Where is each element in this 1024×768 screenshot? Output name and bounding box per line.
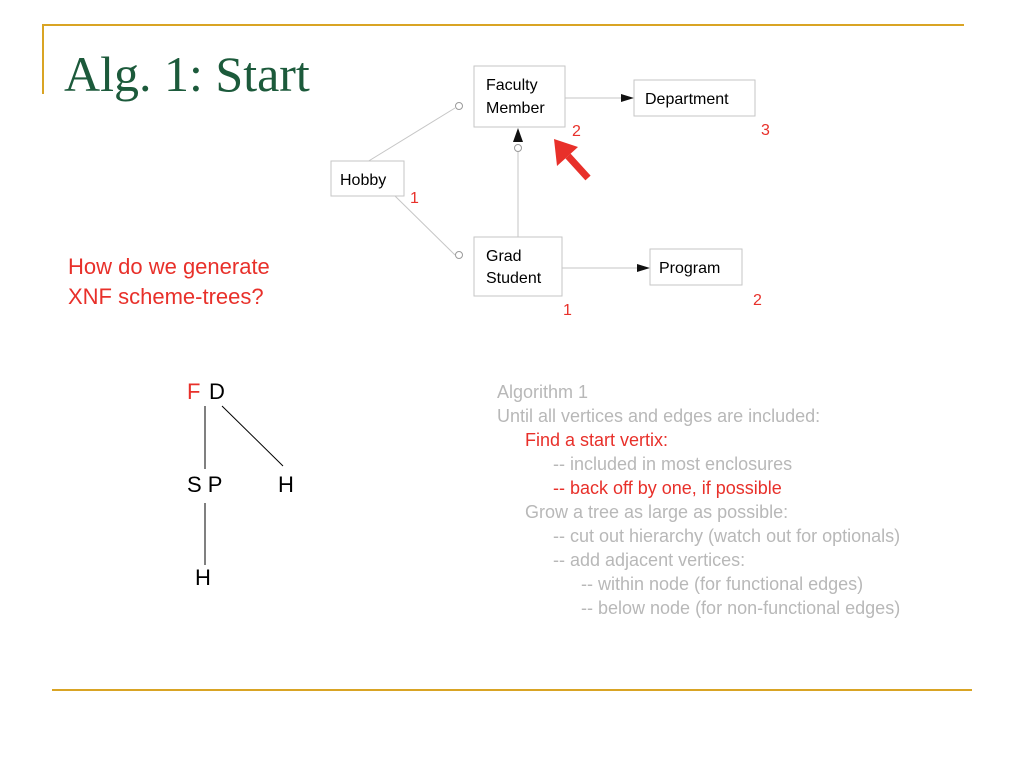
algorithm-line: -- add adjacent vertices: <box>553 550 746 570</box>
edge-hobby-faculty <box>367 108 455 162</box>
tree-node-sp: S P <box>187 472 223 497</box>
tree-root-d: D <box>209 379 225 404</box>
node-grad-student <box>474 237 562 296</box>
node-program <box>650 249 742 285</box>
algorithm-line: Algorithm 1 <box>497 382 589 402</box>
isa-marker-grad <box>515 145 522 152</box>
count-hobby: 1 <box>410 190 419 207</box>
count-grad-student: 1 <box>563 302 572 319</box>
algorithm-line: -- included in most enclosures <box>553 454 793 474</box>
node-grad-line-1: Grad <box>486 248 522 265</box>
count-faculty-member: 2 <box>572 123 581 140</box>
count-department: 3 <box>761 122 770 139</box>
algorithm-text <box>497 380 900 620</box>
optional-marker-faculty <box>456 103 463 110</box>
algorithm-line: -- within node (for functional edges) <box>581 574 864 594</box>
algorithm-line-highlighted: -- back off by one, if possible <box>553 478 782 498</box>
algorithm-line: -- below node (for non-functional edges) <box>581 598 901 618</box>
tree-edge-fd-h <box>222 406 283 466</box>
algorithm-line-highlighted: Find a start vertix: <box>525 430 669 450</box>
node-faculty-line-2: Member <box>486 100 545 117</box>
question-line-1: How do we generate <box>68 254 270 279</box>
node-program-label: Program <box>659 260 721 277</box>
red-pointer-arrow-icon <box>554 139 588 178</box>
arrowhead-department <box>621 94 634 102</box>
tree-node-h-right: H <box>278 472 294 497</box>
optional-marker-grad <box>456 252 463 259</box>
node-faculty-member <box>474 66 565 127</box>
edge-hobby-grad <box>395 196 455 255</box>
count-program: 2 <box>753 292 762 309</box>
node-faculty-line-1: Faculty <box>486 77 538 94</box>
node-grad-line-2: Student <box>486 270 542 287</box>
arrowhead-program <box>637 264 650 272</box>
algorithm-line: Until all vertices and edges are included: <box>497 406 821 426</box>
node-department <box>634 80 755 116</box>
node-hobby <box>331 161 404 196</box>
arrowhead-isa <box>513 128 523 142</box>
slide-title: Alg. 1: Start <box>64 46 310 102</box>
algorithm-line: -- cut out hierarchy (watch out for optionals) <box>553 526 901 546</box>
question-line-2: XNF scheme-trees? <box>68 284 264 309</box>
node-hobby-label: Hobby <box>340 172 387 189</box>
tree-root-f: F <box>187 379 201 404</box>
node-department-label: Department <box>645 91 729 108</box>
algorithm-line: Grow a tree as large as possible: <box>525 502 789 522</box>
tree-node-h-bottom: H <box>195 565 211 590</box>
